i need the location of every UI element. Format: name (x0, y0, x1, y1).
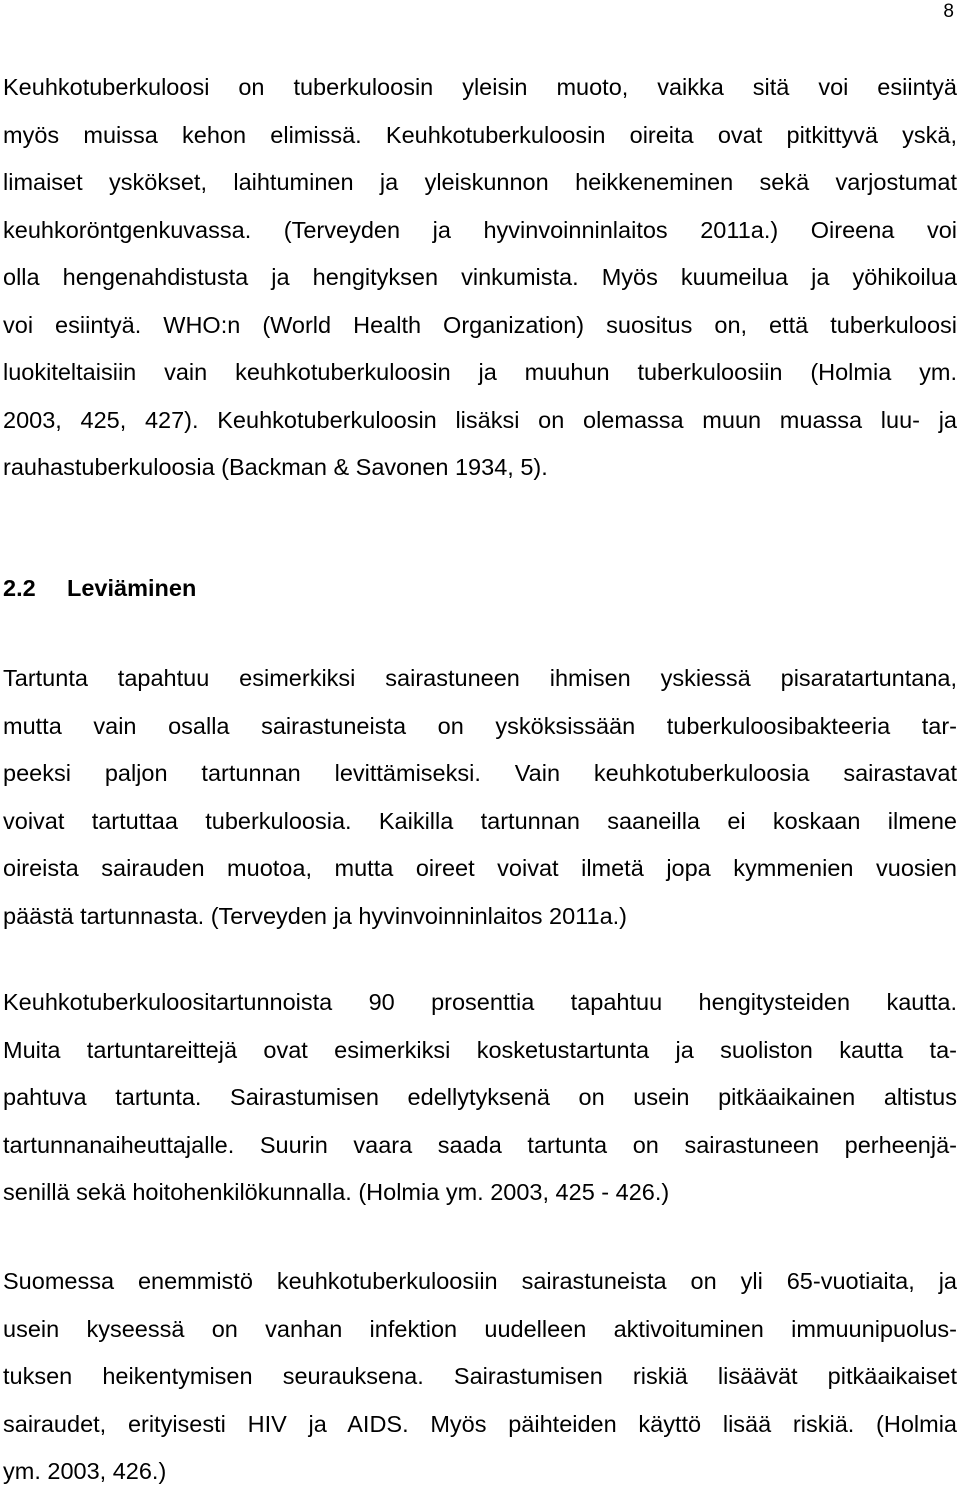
text-line: Muita tartuntareittejä ovat esimerkiksi kosketustartunta ja suoliston kautta ta- (3, 1036, 957, 1063)
text-line: usein kyseessä on vanhan infektion uudelleen aktivoituminen immuunipuolus- (3, 1315, 957, 1342)
paragraph-transmission (3, 655, 957, 940)
text-line: Keuhkotuberkuloositartunnoista 90 prosenttia tapahtuu hengitysteiden kautta. (3, 989, 957, 1015)
text-line: limaiset yskökset, laihtuminen ja yleiskunnon heikkeneminen sekä varjostumat (3, 169, 957, 195)
text-line: sairaudet, erityisesti HIV ja AIDS. Myös päihteiden käyttö lisää riskiä. (Holmia (3, 1410, 957, 1437)
text-line: mutta vain osalla sairastuneista on ysköksissään tuberkuloosibakteeria tar- (3, 712, 957, 739)
text-line: olla hengenahdistusta ja hengityksen vinkumista. Myös kuumeilua ja yöhikoilua (3, 264, 957, 290)
text-line: peeksi paljon tartunnan levittämiseksi. Vain keuhkotuberkuloosia sairastavat (3, 760, 957, 786)
text-line: keuhkoröntgenkuvassa. (Terveyden ja hyvinvoinninlaitos 2011a.) Oireena voi (3, 216, 957, 243)
text-line: tuksen heikentymisen seurauksena. Sairastumisen riskiä lisäävät pitkäaikaiset (3, 1363, 957, 1389)
text-line: pahtuva tartunta. Sairastumisen edellytyksenä on usein pitkäaikainen altistus (3, 1084, 957, 1110)
text-line: tartunnanaiheuttajalle. Suurin vaara saada tartunta on sairastuneen perheenjä- (3, 1131, 957, 1158)
text-line: päästä tartunnasta. (Terveyden ja hyvinvoinninlaitos 2011a.) (3, 902, 628, 929)
text-line: voi esiintyä. WHO:n (World Health Organization) suositus on, että tuberkuloosi (3, 311, 957, 338)
page-number: 8 (943, 1, 954, 22)
text-line: Suomessa enemmistö keuhkotuberkuloosiin sairastuneista on yli 65-vuotiaita, ja (3, 1268, 957, 1294)
paragraph-routes (3, 979, 957, 1217)
text-line: myös muissa kehon elimissä. Keuhkotuberkuloosin oireita ovat pitkittyvä yskä, (3, 121, 957, 148)
text-line: rauhastuberkuloosia (Backman & Savonen 1934, 5). (3, 454, 548, 480)
paragraph-intro (3, 64, 957, 492)
text-line: senillä sekä hoitohenkilökunnalla. (Holmia ym. 2003, 425 - 426.) (3, 1179, 670, 1205)
text-line: Tartunta tapahtuu esimerkiksi sairastuneen ihmisen yskiessä pisaratartuntana, (3, 665, 957, 691)
text-line: voivat tartuttaa tuberkuloosia. Kaikilla tartunnan saaneilla ei koskaan ilmene (3, 807, 957, 834)
text-line: oireista sairauden muotoa, mutta oireet voivat ilmetä jopa kymmenien vuosien (3, 855, 957, 881)
text-line: Keuhkotuberkuloosi on tuberkuloosin yleisin muoto, vaikka sitä voi esiintyä (3, 74, 957, 100)
text-line: luokiteltaisiin vain keuhkotuberkuloosin ja muuhun tuberkuloosiin (Holmia ym. (3, 359, 957, 385)
section-number: 2.2 (3, 575, 36, 601)
text-line: ym. 2003, 426.) (3, 1458, 167, 1484)
text-line: 2003, 425, 427). Keuhkotuberkuloosin lisäksi on olemassa muun muassa luu- ja (3, 406, 957, 433)
paragraph-finland (3, 1258, 957, 1496)
section-title: Leviäminen (67, 575, 197, 601)
section-heading (3, 565, 196, 613)
